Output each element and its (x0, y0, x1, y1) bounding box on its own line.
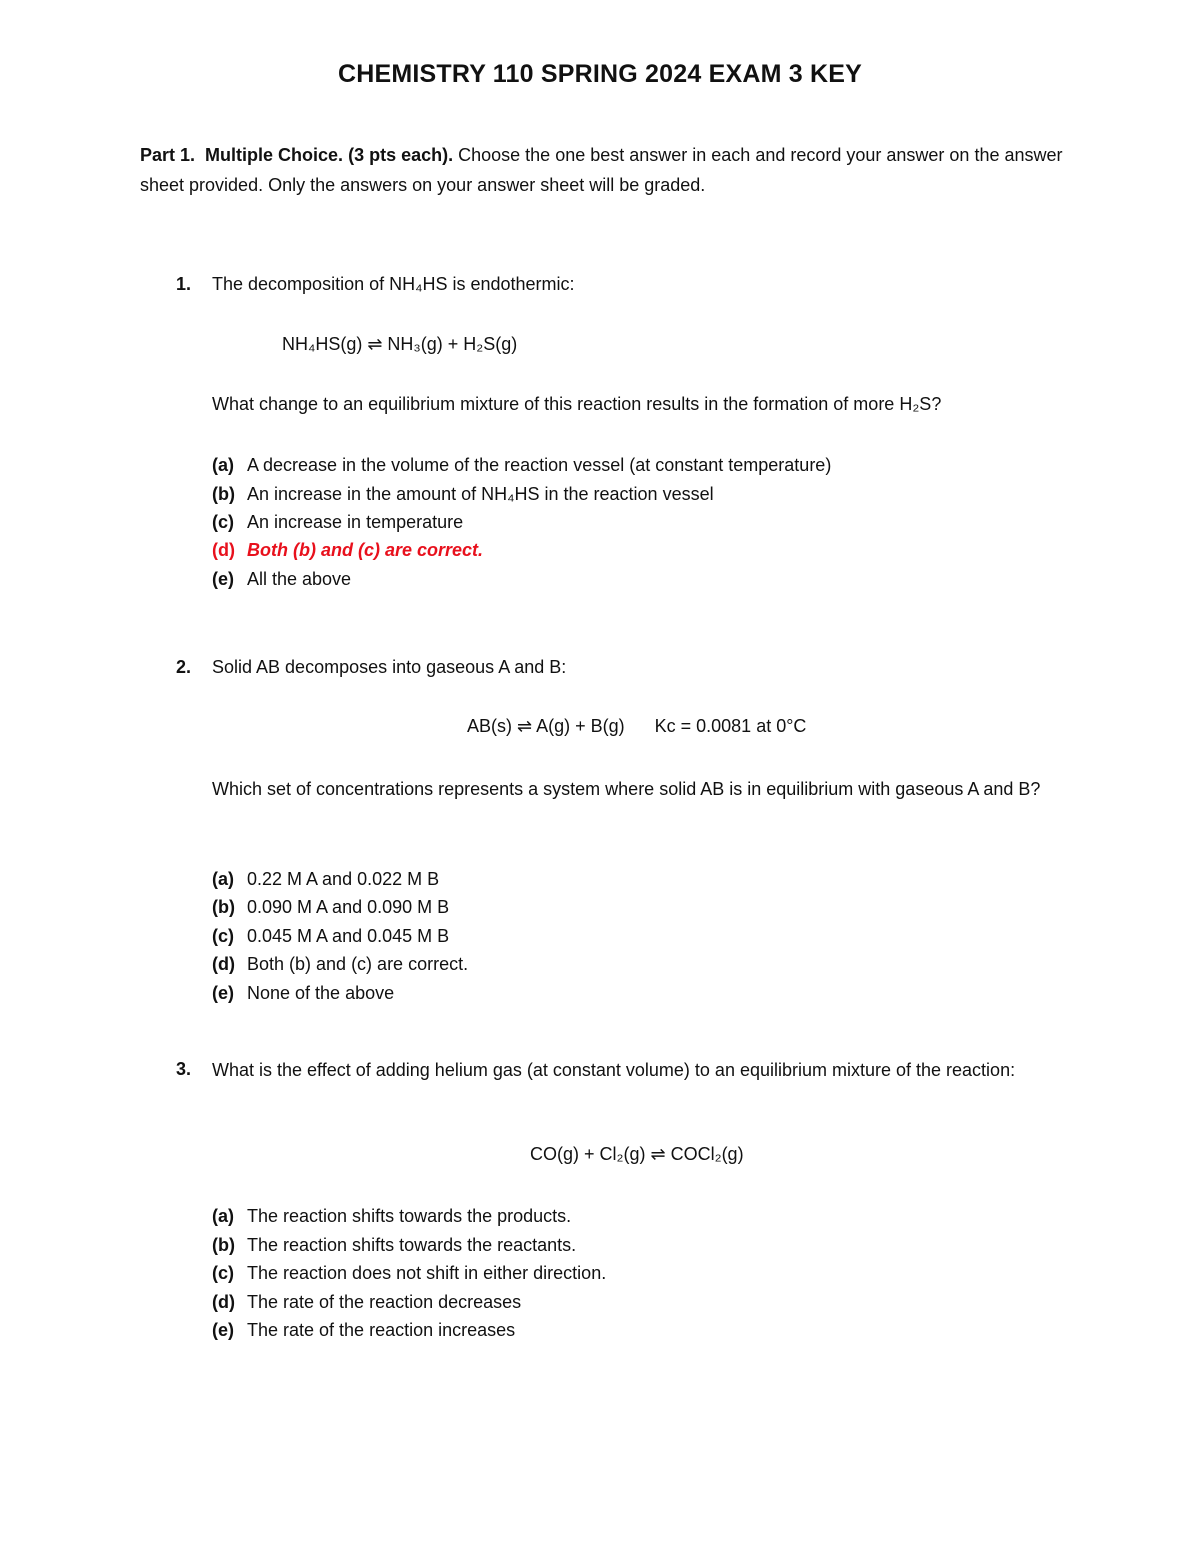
option-c[interactable]: (c) 0.045 M A and 0.045 M B (212, 926, 450, 946)
question-prompt: Which set of concentrations represents a system where solid AB is in equilibrium with gaseous A and B? (212, 779, 1041, 799)
instructions (140, 140, 1080, 200)
question-number: 3. (176, 1059, 192, 1079)
option-b[interactable]: (b) An increase in the amount of NH₄HS in the reaction vessel (212, 484, 714, 504)
points-label: (3 pts each). (348, 145, 454, 165)
reaction-equation: AB(s) ⇌ A(g) + B(g) Kc = 0.0081 at 0°C (467, 716, 807, 736)
option-b[interactable]: (b) 0.090 M A and 0.090 M B (212, 897, 450, 917)
part-label: Part 1. (140, 145, 196, 165)
question-stem: What is the effect of adding helium gas (at constant volume) to an equilibrium mixture of the reaction: (212, 1060, 1016, 1080)
question-number: 1. (176, 274, 192, 294)
option-d[interactable]: (d) The rate of the reaction decreases (212, 1292, 522, 1312)
question-number: 2. (176, 657, 192, 677)
reaction-equation: NH₄HS(g) ⇌ NH₃(g) + H₂S(g) (282, 334, 518, 354)
instructions-text: Choose the one best answer in each and record your answer on the answer sheet provided. Only the answers on your answer sheet will be graded. (140, 145, 1063, 195)
option-d[interactable]: (d) Both (b) and (c) are correct. (212, 954, 469, 974)
option-e[interactable]: (e) The rate of the reaction increases (212, 1320, 516, 1340)
option-a[interactable]: (a) The reaction shifts towards the products. (212, 1206, 572, 1226)
question-stem: The decomposition of NH₄HS is endothermic: (212, 274, 575, 294)
option-c[interactable]: (c) An increase in temperature (212, 512, 464, 532)
section-label: Multiple Choice. (205, 145, 344, 165)
question-stem: Solid AB decomposes into gaseous A and B: (212, 657, 567, 677)
option-e[interactable]: (e) None of the above (212, 983, 395, 1003)
page-title: CHEMISTRY 110 SPRING 2024 EXAM 3 KEY (337, 60, 863, 88)
option-e[interactable]: (e) All the above (212, 569, 352, 589)
question-prompt: What change to an equilibrium mixture of this reaction results in the formation of more H₂S? (212, 394, 942, 414)
option-c[interactable]: (c) The reaction does not shift in either direction. (212, 1263, 607, 1283)
option-a[interactable]: (a) A decrease in the volume of the reaction vessel (at constant temperature) (212, 455, 832, 475)
option-a[interactable]: (a) 0.22 M A and 0.022 M B (212, 869, 440, 889)
option-b[interactable]: (b) The reaction shifts towards the reactants. (212, 1235, 577, 1255)
reaction-equation: CO(g) + Cl₂(g) ⇌ COCl₂(g) (530, 1144, 744, 1164)
option-d[interactable]: (d) Both (b) and (c) are correct. (212, 540, 484, 560)
